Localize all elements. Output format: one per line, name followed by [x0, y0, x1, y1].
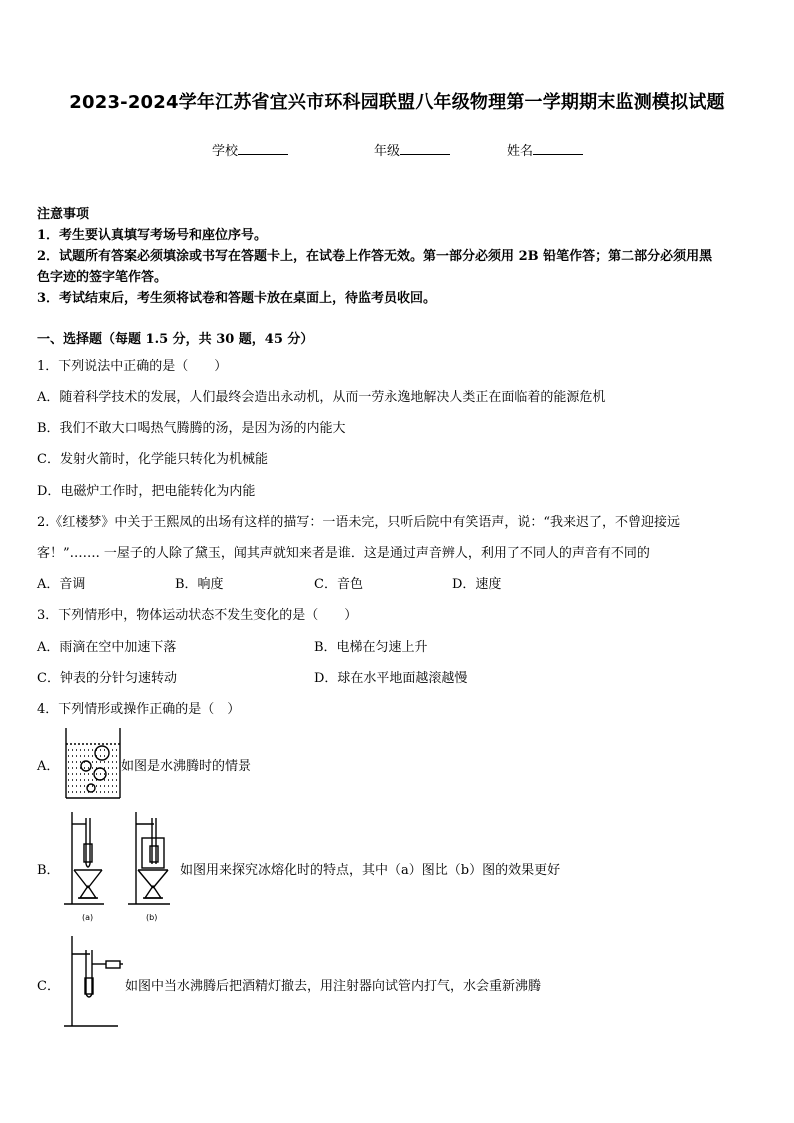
q4-b-label: B．	[37, 863, 60, 878]
name-blank[interactable]	[533, 142, 583, 155]
q2-stem-line1: 2.《红楼梦》中关于王熙凤的出场有这样的描写：一语未完，只听后院中有笑语声，说：“我来迟了，不曾迎接远	[37, 515, 681, 530]
q3-option-b: B．电梯在匀速上升	[314, 640, 428, 655]
q4-c-text: 如图中当水沸腾后把酒精灯撤去，用注射器向试管内打气，水会重新沸腾	[125, 979, 542, 994]
q2-option-d: D．速度	[452, 577, 502, 592]
section-heading: 一、选择题（每题 1.5 分，共 30 题，45 分）	[37, 332, 314, 347]
q3-stem: 3．下列情形中，物体运动状态不发生变化的是（ ）	[37, 608, 358, 623]
school-label: 学校	[212, 144, 239, 159]
q3-option-a: A．雨滴在空中加速下落	[37, 640, 177, 655]
ice-melting-apparatus-figure	[60, 808, 178, 928]
q4-a-label: A．	[37, 759, 60, 774]
q2-option-b: B．响度	[175, 577, 224, 592]
notice-heading: 注意事项	[37, 207, 90, 222]
name-field[interactable]	[507, 140, 583, 159]
figure-b-label: (b)	[146, 913, 158, 922]
q4-b-text: 如图用来探究冰熔化时的特点，其中（a）图比（b）图的效果更好	[180, 863, 561, 878]
notice-item-2-cont: 色字迹的签字笔作答。	[37, 270, 168, 285]
page-title: 2023-2024学年江苏省宜兴市环科园联盟八年级物理第一学期期末监测模拟试题	[69, 92, 725, 113]
q4-a-text: 如图是水沸腾时的情景	[121, 759, 252, 774]
q1-option-d: D．电磁炉工作时，把电能转化为内能	[37, 484, 256, 499]
school-field[interactable]	[212, 140, 288, 159]
q4-stem: 4．下列情形或操作正确的是（ ）	[37, 702, 241, 717]
notice-item-2: 2．试题所有答案必须填涂或书写在答题卡上，在试卷上作答无效。第一部分必须用 2B 铅笔作答；第二部分必须用黑	[37, 249, 713, 264]
notice-item-1: 1．考生要认真填写考场号和座位序号。	[37, 228, 268, 243]
boiling-beaker-figure	[64, 726, 122, 802]
grade-label: 年级	[374, 144, 401, 159]
q3-option-d: D．球在水平地面越滚越慢	[314, 671, 468, 686]
name-label: 姓名	[507, 144, 534, 159]
grade-blank[interactable]	[400, 142, 450, 155]
q2-option-c: C．音色	[314, 577, 363, 592]
q1-option-b: B．我们不敢大口喝热气腾腾的汤，是因为汤的内能大	[37, 421, 346, 436]
notice-item-3: 3．考试结束后，考生须将试卷和答题卡放在桌面上，待监考员收回。	[37, 291, 437, 306]
q3-option-c: C．钟表的分针匀速转动	[37, 671, 177, 686]
q4-c-label: C．	[37, 979, 60, 994]
syringe-boiling-figure	[62, 932, 124, 1030]
figure-a-label: (a)	[82, 913, 94, 922]
school-blank[interactable]	[238, 142, 288, 155]
q1-option-a: A．随着科学技术的发展，人们最终会造出永动机，从而一劳永逸地解决人类正在面临着的能源危机	[37, 390, 606, 405]
q2-option-a: A．音调	[37, 577, 86, 592]
q2-stem-line2: 客！”……. 一屋子的人除了黛玉，闻其声就知来者是谁．这是通过声音辨人，利用了不同人的声音有不同的	[37, 546, 650, 561]
q1-stem: 1．下列说法中正确的是（ ）	[37, 359, 228, 374]
q1-option-c: C．发射火箭时，化学能只转化为机械能	[37, 452, 268, 467]
grade-field[interactable]	[374, 140, 450, 159]
